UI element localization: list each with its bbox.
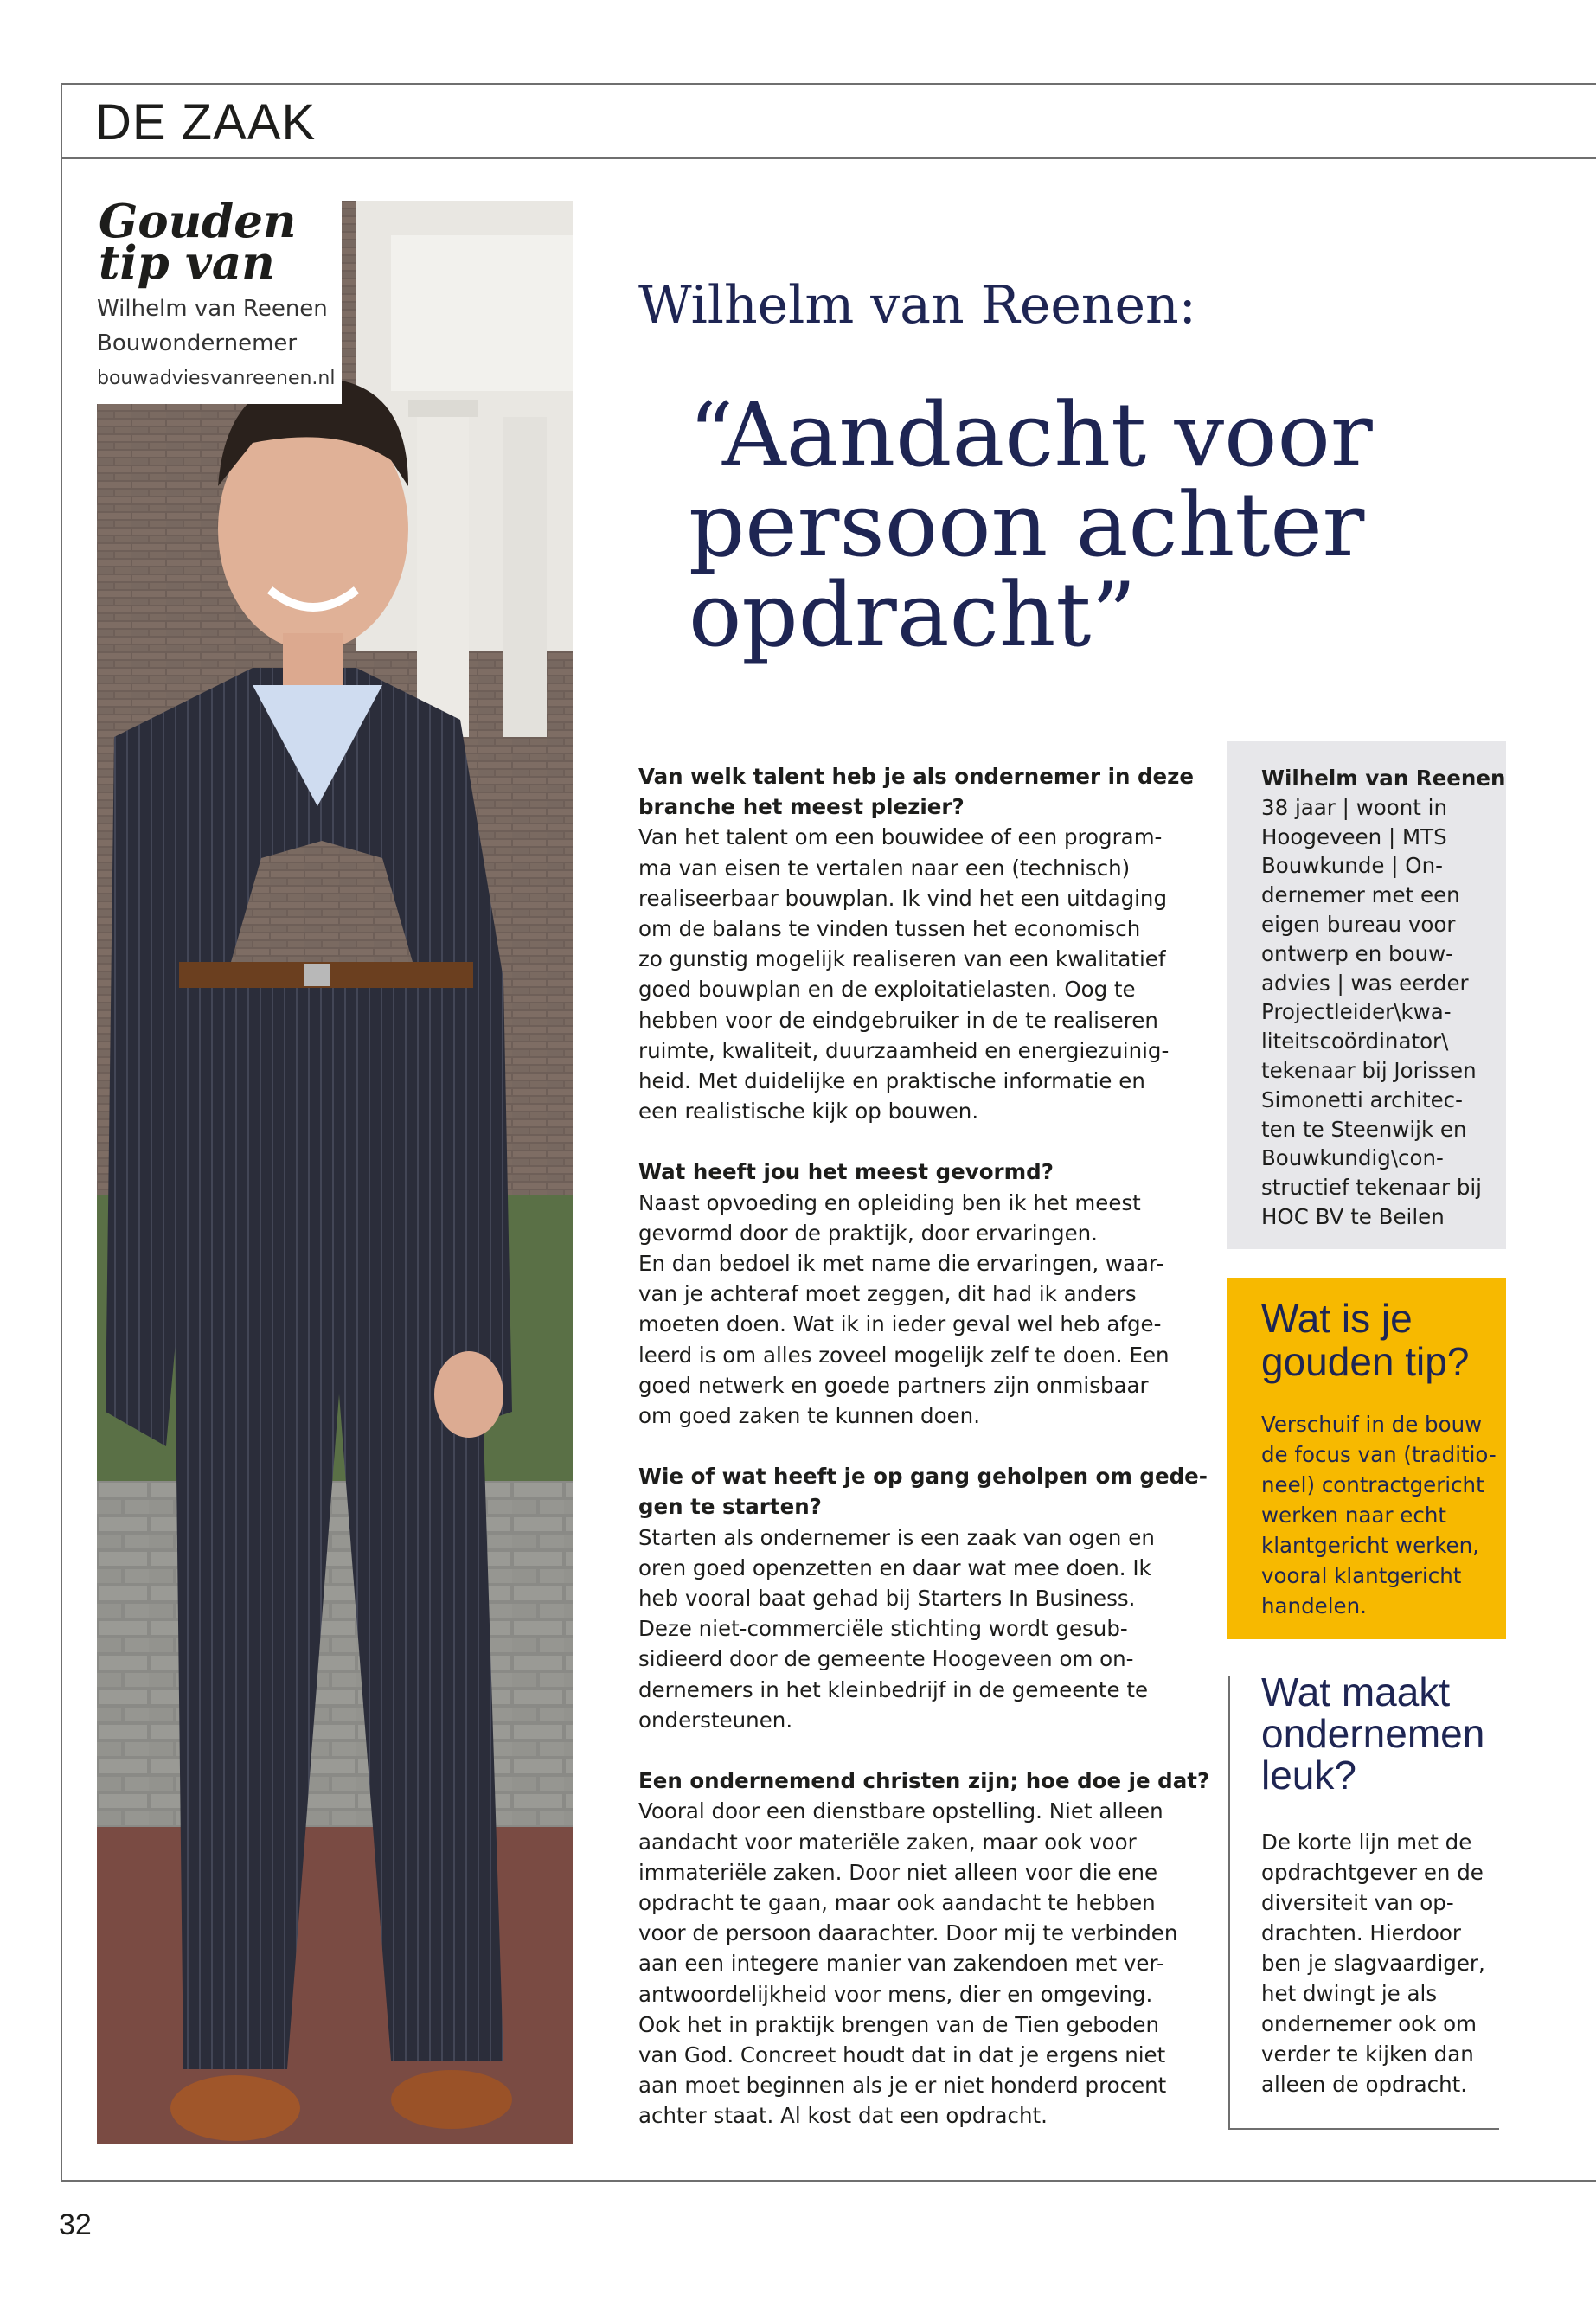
answer-line: immateriële zaken. Door niet alleen voor die ene [638,1859,1158,1885]
bio-line: dernemer met een [1261,882,1460,908]
answer-line: om de balans te vinden tussen het economisch [638,916,1141,942]
gold-text-line: vooral klantgericht [1261,1563,1462,1588]
gold-title-line: Wat is je [1261,1296,1413,1341]
question-line: Van welk talent heb je als ondernemer in deze [638,764,1194,789]
bio-line: Bouwkunde | On- [1261,853,1443,879]
gold-text-line: de focus van (traditio- [1261,1442,1497,1467]
gold-text-line: neel) contractgericht [1261,1472,1484,1497]
paragraph-gap [638,1126,1175,1157]
bio-line: tekenaar bij Jorissen [1261,1057,1477,1083]
tip-title-line: tip van [99,236,275,290]
gold-text-line: Verschuif in de bouw [1261,1412,1483,1437]
answer-line: ma van eisen te vertalen naar een (technisch) [638,855,1131,881]
gold-title-line: gouden tip? [1261,1339,1470,1384]
bio-line: 38 jaar | woont in [1261,794,1447,820]
answer-line: voor de persoon daarachter. Door mij te verbinden [638,1920,1178,1946]
fun-text-line: ondernemer ook om [1261,2011,1477,2036]
question-line: Een ondernemend christen zijn; hoe doe je dat? [638,1768,1210,1794]
bio-text [1261,764,1506,1232]
answer-line: Van het talent om een bouwidee of een program- [638,824,1163,850]
gold-text-line: handelen. [1261,1593,1367,1618]
answer-line: Starten als ondernemer is een zaak van ogen en [638,1524,1155,1550]
gold-tip-text [1261,1409,1497,1621]
paragraph-gap [638,1431,1175,1461]
answer-line: om goed zaken te kunnen doen. [638,1403,980,1429]
answer-line: van God. Concreet houdt dat in dat je ergens niet [638,2041,1166,2067]
bio-box [1227,741,1506,1249]
section-label: DE ZAAK [95,94,317,151]
tip-website-link[interactable]: bouwadviesvanreenen.nl [97,368,336,389]
answer-line: ruimte, kwaliteit, duurzaamheid en energiezuinig- [638,1037,1170,1063]
answer-line: opdracht te gaan, maar ook aandacht te hebben [638,1889,1156,1915]
fun-box-bottom-rule [1228,2128,1499,2130]
fun-text [1261,1827,1485,2099]
header-rule [61,157,1596,159]
answer-line: realiseerbaar bouwplan. Ik vind het een uitdaging [638,885,1168,911]
fun-text-line: alleen de opdracht. [1261,2072,1468,2097]
question-line: Wat heeft jou het meest gevormd? [638,1159,1054,1185]
answer-line: En dan bedoel ik met name die ervaringen, waar- [638,1251,1164,1277]
answer-line: aan een integere manier van zakendoen met ver- [638,1951,1164,1977]
fun-text-line: De korte lijn met de [1261,1830,1472,1855]
fun-text-line: opdrachtgever en de [1261,1860,1484,1885]
portrait-photo [97,195,573,2144]
bio-line: advies | was eerder [1261,970,1469,996]
question-line: branche het meest plezier? [638,794,965,820]
answer-line: aandacht voor materiële zaken, maar ook voor [638,1829,1137,1855]
tip-title-line: Gouden [99,195,297,248]
bio-line: ontwerp en bouw- [1261,940,1453,966]
answer-line: Ook het in praktijk brengen van de Tien geboden [638,2011,1159,2037]
gold-text-line: werken naar echt [1261,1503,1446,1528]
answer-line: heid. Met duidelijke en praktische informatie en [638,1068,1145,1094]
bio-line: eigen bureau voor [1261,911,1456,937]
frame-top-rule [61,83,1596,85]
quote-line: persoon achter [689,474,1365,577]
fun-text-line: het dwingt je als [1261,1981,1438,2006]
quote-line: “Aandacht voor [689,384,1373,487]
frame-left-rule [61,83,62,2181]
answer-line: gevormd door de praktijk, door ervaringen. [638,1220,1098,1246]
bio-line: Projectleider\kwa- [1261,999,1452,1025]
gouden-tip-badge [95,195,342,404]
fun-title [1261,1671,1484,1796]
answer-line: leerd is om alles zoveel mogelijk zelf te doen. Een [638,1342,1170,1368]
portrait-illustration [97,195,573,2144]
bio-line: liteitscoördinator\ [1261,1029,1449,1054]
gold-tip-box [1227,1278,1506,1639]
frame-bottom-rule [61,2180,1596,2182]
paragraph-gap [638,1735,1175,1766]
answer-line: oren goed openzetten en daar wat mee doen. Ik [638,1554,1151,1580]
headline-name: Wilhelm van Reenen: [638,275,1196,336]
tip-name: Wilhelm van Reenen [97,296,328,322]
gold-text-line: klantgericht werken, [1261,1533,1479,1558]
fun-title-line: Wat maakt [1261,1670,1451,1715]
answer-line: heb vooral baat gehad bij Starters In Business. [638,1586,1136,1612]
bio-line: structief tekenaar bij [1261,1175,1482,1201]
fun-text-line: verder te kijken dan [1261,2041,1474,2067]
quote-line: opdracht” [689,564,1137,667]
fun-title-line: leuk? [1261,1753,1356,1798]
fun-title-line: ondernemen [1261,1711,1485,1756]
answer-line: achter staat. Al kost dat een opdracht. [638,2103,1048,2129]
answer-line: van je achteraf moet zeggen, dit had ik anders [638,1281,1137,1307]
answer-line: een realistische kijk op bouwen. [638,1099,979,1125]
interview-article [638,761,1210,2131]
answer-line: zo gunstig mogelijk realiseren van een kwalitatief [638,946,1166,972]
answer-line: Deze niet-commerciële stichting wordt gesub- [638,1616,1128,1642]
bio-line: Bouwkundig\con- [1261,1145,1444,1171]
gold-tip-title [1261,1297,1469,1383]
bio-line: HOC BV te Beilen [1261,1203,1445,1229]
question-line: gen te starten? [638,1494,822,1520]
bio-line: ten te Steenwijk en [1261,1116,1467,1142]
answer-line: moeten doen. Wat ik in ieder geval wel heb afge- [638,1311,1162,1337]
page-number: 32 [59,2208,92,2241]
tip-role: Bouwondernemer [97,330,298,356]
fun-text-line: ben je slagvaardiger, [1261,1951,1485,1976]
headline-quote [689,384,1554,667]
answer-line: dernemers in het kleinbedrijf in de gemeente te [638,1676,1149,1702]
fun-text-line: diversiteit van op- [1261,1890,1454,1915]
answer-line: goed bouwplan en de exploitatielasten. Oog te [638,977,1136,1003]
tip-title [99,195,349,290]
answer-line: ondersteunen. [638,1707,793,1733]
bio-line: Simonetti architec- [1261,1086,1463,1112]
answer-line: antwoordelijkheid voor mens, dier en omgeving. [638,1981,1153,2007]
answer-line: sidieerd door de gemeente Hoogeveen om on- [638,1646,1134,1672]
answer-line: goed netwerk en goede partners zijn onmisbaar [638,1372,1149,1398]
fun-text-line: drachten. Hierdoor [1261,1920,1461,1945]
bio-name: Wilhelm van Reenen [1261,766,1506,791]
answer-line: Vooral door een dienstbare opstelling. Niet alleen [638,1798,1163,1824]
bio-line: Hoogeveen | MTS [1261,824,1447,849]
question-line: Wie of wat heeft je op gang geholpen om gede- [638,1464,1208,1490]
answer-line: hebben voor de eindgebruiker in de te realiseren [638,1007,1158,1033]
answer-line: aan moet beginnen als je er niet honderd procent [638,2073,1167,2099]
answer-line: Naast opvoeding en opleiding ben ik het meest [638,1189,1141,1215]
fun-box-left-rule [1228,1676,1230,2128]
